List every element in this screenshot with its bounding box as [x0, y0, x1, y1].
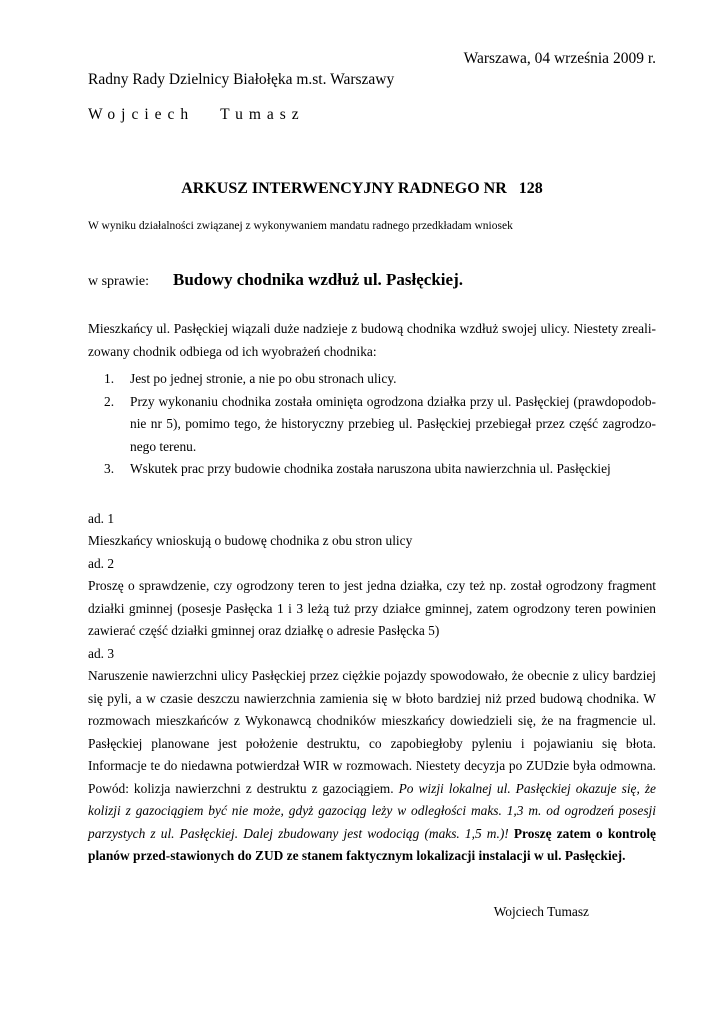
list-item-text: Przy wykonaniu chodnika została ominięta ogrodzona działka przy ul. Pasłęckiej (prawdopodob-nie nr 5), pomimo tego, że historyczny przebieg ul. Pasłęckiej przebiegał przez część zagrodzo-nego terenu. — [130, 393, 656, 454]
ad1-text: Mieszkańcy wnioskują o budowę chodnika z obu stron ulicy — [88, 533, 413, 548]
ad1-label: ad. 1 — [88, 511, 115, 526]
list-item-text: Wskutek prac przy budowie chodnika została naruszona ubita nawierzchnia ul. Pasłęckiej — [130, 461, 611, 476]
list-item — [104, 391, 656, 459]
list-item-text: Jest po jednej stronie, a nie po obu stronach ulicy. — [130, 371, 397, 386]
list-item — [104, 458, 656, 481]
ad2-text: Proszę o sprawdzenie, czy ogrodzony teren to jest jedna działka, czy też np. został ogrodzony fragment działki gminnej (posesje Pasłęcka 1 i 3 leżą tuż przy działce gminnej, zatem ogrodzony teren powinien zawierać część działki gminnej oraz działkę o adresie Pasłęcka 5) — [88, 578, 656, 638]
ad3-text-bold: Proszę zatem o kontrolę planów przed-stawionych do ZUD ze stanem faktycznym lokalizacji instalacji w ul. Pasłęckiej. — [88, 825, 656, 863]
list-item-number: 2. — [104, 393, 115, 409]
document-title-text: ARKUSZ INTERWENCYJNY RADNEGO NR 128 — [181, 180, 543, 197]
list-item — [104, 368, 656, 391]
issues-list — [104, 368, 656, 481]
subject-label: w sprawie: — [88, 274, 150, 289]
document-title — [0, 180, 724, 198]
ad3-text — [88, 665, 656, 868]
ad3-text-italic: Po wizji lokalnej ul. Pasłęckiej okazuje się, że kolizji z gazociągiem być nie może, gdyż gazociąg leży w odległości maks. 1,3 m. od ogrodzeń posesji parzystych z ul. Pasłęckiej. Dalej zbudowany jest wodociąg (maks. 1,5 m.)! — [88, 780, 656, 841]
ad3-label: ad. 3 — [88, 646, 115, 661]
paragraph-intro: Mieszkańcy ul. Pasłęckiej wiązali duże nadzieje z budową chodnika wzdłuż swojej ulicy. Niestety zreali-zowany chodnik odbiega od ich wyobrażeń chodnika: — [88, 321, 656, 359]
intro-text: W wyniku działalności związanej z wykonywaniem mandatu radnego przedkładam wniosek — [88, 220, 513, 232]
list-item-number: 1. — [104, 371, 115, 386]
author-name — [88, 106, 305, 124]
author-first-name: Wojciech — [88, 106, 195, 123]
ad2-label: ad. 2 — [88, 556, 115, 571]
ad3-text-plain: Naruszenie nawierzchni ulicy Pasłęckiej przez ciężkie pojazdy spowodowało, że obecnie z ulicy bardziej się pyli, a w czasie deszczu nawierzchnia zamienia się w błoto bardziej niż przed budową chodnika. W rozmowach mieszkańców z Wykonawcą chodników mieszkańcy dowiedzieli się, że na fragmencie ul. Pasłęckiej planowane jest położenie destruktu, co zapobiegłoby pyleniu i pojawianiu się błota. Informacje te do niedawna potwierdzał WIR w rozmowach. Niestety decyzja po ZUDzie była odmowna. Powód: kolizja nawierzchni z destruktu z gazociągiem. — [88, 668, 656, 796]
document-date: Warszawa, 04 września 2009 r. — [463, 50, 656, 67]
subject-text: Budowy chodnika wzdłuż ul. Pasłęckiej. — [173, 270, 463, 289]
author-role: Radny Rady Dzielnicy Białołęka m.st. Warszawy — [88, 71, 395, 88]
list-item-number: 3. — [104, 461, 115, 476]
author-last-name: Tumasz — [220, 106, 305, 123]
signature: Wojciech Tumasz — [493, 904, 589, 919]
